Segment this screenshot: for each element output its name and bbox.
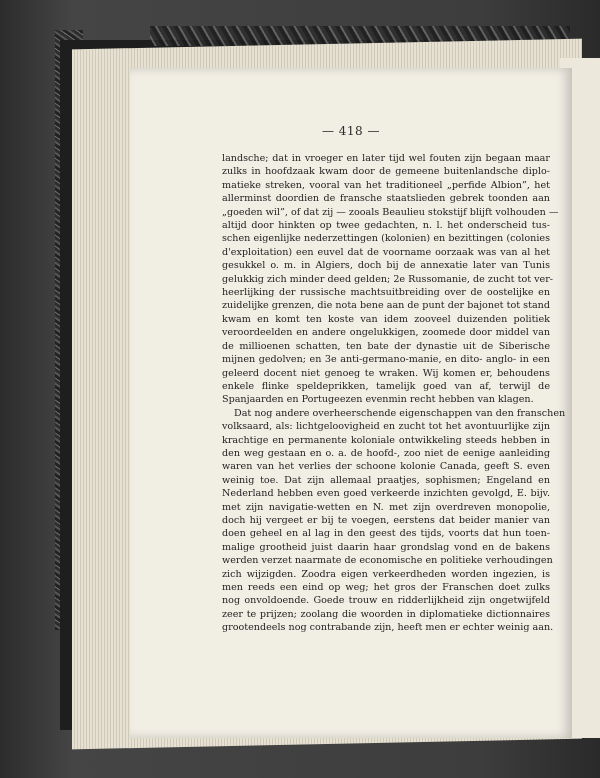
text-line: Spanjaarden en Portugeezen evenmin recht hebben van klagen. bbox=[222, 394, 534, 406]
text-line: veroordeelden en andere ongelukkigen, zoomede door middel van bbox=[222, 327, 550, 339]
text-line: „goeden wil”, of dat zij — zooals Beaulieu stokstijf blijft volhouden — bbox=[222, 206, 559, 218]
text-line: zulks in hoofdzaak kwam door de gemeene buitenlandsche diplo- bbox=[222, 166, 550, 178]
text-line: nog onvoldoende. Goede trouw en ridderlijkheid zijn ongetwijfeld bbox=[222, 595, 550, 607]
text-line: allerminst doordien de fransche staatslieden gebrek toonden aan bbox=[222, 193, 550, 205]
text-line: krachtige en permanente koloniale ontwikkeling steeds hebben in bbox=[222, 434, 550, 446]
text-line: den weg gestaan en o. a. de hoofd-, zoo niet de eenige aanleiding bbox=[222, 447, 550, 459]
text-line: volksaard, als: lichtgeloovigheid en zucht tot het avontuurlijke zijn bbox=[222, 421, 550, 433]
text-line: zuidelijke grenzen, die nota bene aan de punt der bajonet tot stand bbox=[222, 300, 550, 312]
text-line: werden verzet naarmate de economische en politieke verhoudingen bbox=[222, 555, 553, 567]
text-line: mijnen gedolven; en 3e anti-germano-manie, en dito- anglo- in een bbox=[222, 354, 550, 366]
text-line: heerlijking der russische machtsuitbreiding over de oostelijke en bbox=[222, 287, 550, 299]
paragraph bbox=[222, 152, 559, 407]
text-line: men reeds een eind op weg; het gros der Franschen doet zulks bbox=[222, 582, 550, 593]
text-line: doch hij vergeet er bij te voegen, eerstens dat beider manier van bbox=[222, 514, 550, 526]
page-number: — 418 — bbox=[321, 124, 381, 138]
text-line: matieke streken, vooral van het traditioneel „perfide Albion”, het bbox=[222, 179, 550, 191]
text-line: altijd door hinkten op twee gedachten, n. l. het onderscheid tus- bbox=[222, 220, 550, 232]
text-line: Dat nog andere overheerschende eigenschappen van den franschen bbox=[234, 407, 566, 419]
text-line: schen eigenlijke nederzettingen (kolonien) en bezittingen (colonies bbox=[222, 233, 550, 245]
text-line: de millioenen schatten, ten bate der dynastie uit de Siberische bbox=[222, 340, 550, 352]
paragraph bbox=[222, 407, 566, 635]
text-line: geleerd docent niet genoeg te wraken. Wij komen er, behoudens bbox=[222, 367, 550, 379]
text-line: enkele flinke speldeprikken, tamelijk goed van af, terwijl de bbox=[222, 380, 550, 392]
text-line: waren van het verlies der schoone kolonie Canada, geeft S. even bbox=[222, 461, 550, 473]
body-text bbox=[222, 152, 566, 635]
text-line: kwam en komt ten koste van idem zooveel duizenden politiek bbox=[222, 313, 550, 325]
book-page bbox=[130, 68, 572, 738]
text-line: zich wijzigden. Zoodra eigen verkeerdheden worden ingezien, is bbox=[222, 568, 550, 580]
text-line: met zijn navigatie-wetten en N. met zijn overdreven monopolie, bbox=[222, 501, 550, 513]
text-line: gesukkel o. m. in Algiers, doch bij de annexatie later van Tunis bbox=[222, 260, 550, 272]
text-line: grootendeels nog contrabande zijn, heeft men er echter weinig aan. bbox=[222, 622, 554, 634]
text-line: landsche; dat in vroeger en later tijd wel fouten zijn begaan maar bbox=[222, 153, 550, 164]
text-line: zeer te prijzen; zoolang die woorden in diplomatieke dictionnaires bbox=[222, 608, 550, 620]
text-line: weinig toe. Dat zijn allemaal praatjes, sophismen; Engeland en bbox=[222, 474, 550, 486]
text-line: doen geheel en al lag in den geest des tijds, voorts dat hun toen- bbox=[222, 528, 550, 540]
text-line: gelukkig zich minder deed gelden; 2e Russomanie, de zucht tot ver- bbox=[222, 273, 554, 285]
text-line: d'exploitation) een euvel dat de voorname oorzaak was van al het bbox=[222, 246, 550, 258]
text-line: malige grootheid juist daarin haar grondslag vond en de bakens bbox=[222, 541, 550, 553]
text-line: Nederland hebben even goed verkeerde inzichten gevolgd, E. bijv. bbox=[222, 488, 550, 500]
